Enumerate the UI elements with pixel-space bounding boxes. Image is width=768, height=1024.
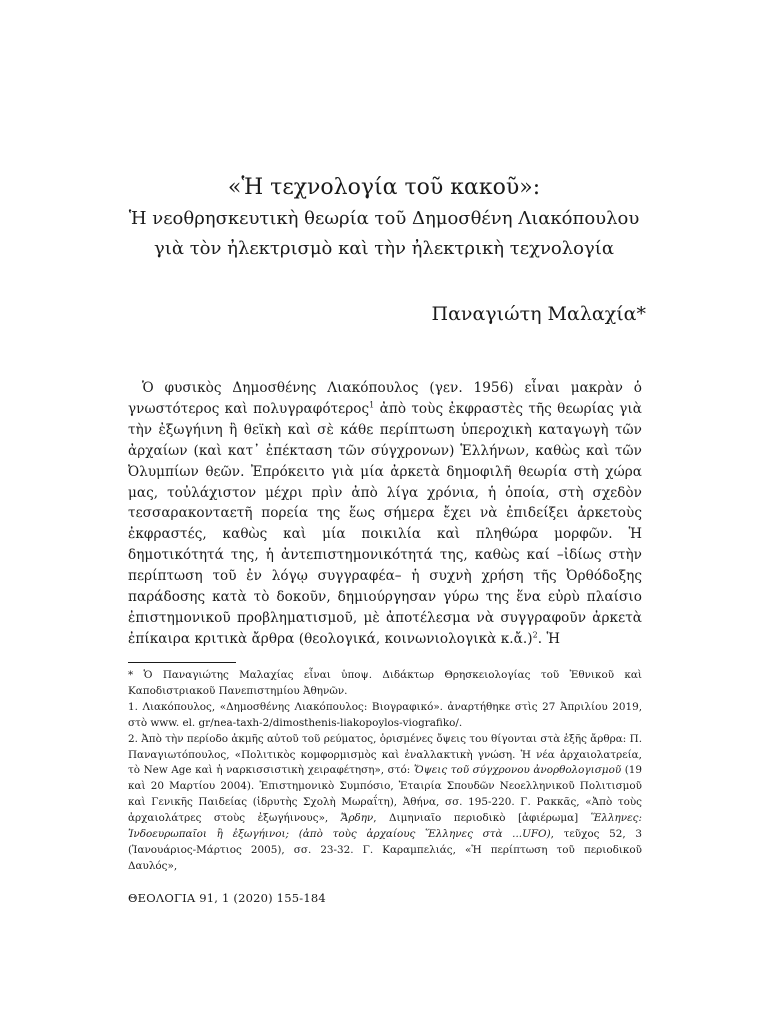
footnote-2-text-g: , τεῦχος 52, 3 (Ἰανουάριος-Μάρτιος 2005), σσ. 23-32. Γ. Καραμπελιάς, «Ἡ περίπτωση τοῦ περιοδικοῦ Δαυλός», xyxy=(128,828,642,872)
footnote-2-text-c: (19 καὶ 20 Μαρτίου 2004). Ἐπιστημονικὸ Συμπόσιο, Ἑταιρία Σπουδῶν Νεοελληνικοῦ Πολιτισμοῦ καὶ Γενικῆς Παιδείας (ἱδρυτὴς Σχολὴ Μωραΐτη), Ἀθήνα, σσ. 195-220. Γ. Ρακκᾶς, «Ἀπὸ τοὺς ἀρχαιολάτρες στοὺς ἐξωγήινους», xyxy=(128,764,642,825)
footnote-author: * Ὁ Παναγιώτης Μαλαχίας εἶναι ὑποψ. Διδάκτωρ Θρησκειολογίας τοῦ Ἐθνικοῦ καὶ Καποδιστριακοῦ Πανεπιστημίου Ἀθηνῶν. xyxy=(128,669,642,697)
body-paragraph xyxy=(128,378,642,650)
footnote-separator xyxy=(128,662,236,663)
footnote-2-italic-b: Ὄψεις τοῦ σύγχρονου ἀνορθολογισμοῦ xyxy=(413,764,622,777)
article-title: «Ἡ τεχνολογία τοῦ κακοῦ»: xyxy=(227,175,541,200)
footnotes xyxy=(128,668,642,875)
body-text-part1: Ὁ φυσικὸς Δημοσθένης Λιακόπουλος (γεν. 1956) εἶναι μακρὰν ὁ γνωστότερος καὶ πολυγραφότερος xyxy=(128,380,642,417)
footnote-2-text-a: 2. Ἀπὸ τὴν περίοδο ἀκμῆς αὐτοῦ τοῦ ρεύματος, ὁρισμένες ὄψεις του θίγονται στὰ ἑξῆς ἄρθρα: Π. Παναγιωτόπουλος, «Πολιτικὸς κομφορμισμὸς καὶ ἐναλλακτικὴ γνώση. Ἡ νέα ἀρχαιολατρεία, τὸ New Age καὶ ἡ ναρκισσιστικὴ χειραφέτηση», στό: xyxy=(128,732,642,777)
footnote-2 xyxy=(128,732,642,875)
article-author: Παναγιώτη Μαλαχία* xyxy=(431,303,646,325)
footnote-2-italic-f: Ἕλληνες: Ἰνδοευρωπαῖοι ἢ ἐξωγήινοι; (ἀπὸ τοὺς ἀρχαίους Ἕλληνες στὰ ...UFO) xyxy=(128,812,642,841)
article-subtitle-line2: γιὰ τὸν ἠλεκτρισμὸ καὶ τὴν ἠλεκτρικὴ τεχνολογία xyxy=(154,238,614,259)
journal-footer: ΘΕΟΛΟΓΙΑ 91, 1 (2020) 155-184 xyxy=(128,891,326,905)
article-subtitle-line1: Ἡ νεοθρησκευτικὴ θεωρία τοῦ Δημοσθένη Λιακόπουλου xyxy=(128,208,640,229)
footnote-ref-2[interactable]: 2 xyxy=(532,630,538,640)
body-text-part2: ἀπὸ τοὺς ἐκφραστὲς τῆς θεωρίας γιὰ τὴν ἐξωγήινη ἢ θεϊκὴ καὶ σὲ κάθε περίπτωση ὑπεροχικὴ καταγωγὴ τῶν ἀρχαίων (καὶ κατ᾽ ἐπέκταση τῶν σύγχρονων) Ἑλλήνων, καθὼς καὶ τῶν Ὀλυμπίων θεῶν. Ἐπρόκειτο γιὰ μία ἀρκετὰ δημοφιλῆ θεωρία στὴ χώρα μας, τοὐλάχιστον μέχρι πρὶν ἀπὸ λίγα χρόνια, ἡ ὁποία, στὴ σχεδὸν τεσσαρακονταετῆ πορεία της ἕως σήμερα ἔχει νὰ ἐπιδείξει ἀρκετοὺς ἐκφραστές, καθὼς καὶ μία ποικιλία καὶ πληθώρα μορφῶν. Ἡ δημοτικότητά της, ἡ ἀντεπιστημονικότητά της, καθὼς καί –ἰδίως στὴν περίπτωση τοῦ ἐν λόγῳ συγγραφέα– ἡ συχνὴ χρήση τῆς Ὀρθόδοξης παράδοσης κατὰ τὸ δοκοῦν, δημιούργησαν γύρω της ἕνα εὐρὺ πλαίσιο ἐπιστημονικοῦ προβληματισμοῦ, μὲ ἀποτέλεσμα νὰ συγγραφοῦν ἀρκετὰ ἐπίκαιρα κριτικὰ ἄρθρα (θεολογικά, κοινωνιολογικὰ κ.ἄ.) xyxy=(128,400,642,647)
body-text-part3: . Ἡ xyxy=(537,630,561,647)
footnote-2-italic-d: Ἄρδην xyxy=(340,812,374,825)
footnote-ref-1[interactable]: 1 xyxy=(369,400,375,410)
footnote-2-text-e: , Διμηνιαῖο περιοδικὸ [ἀφιέρωμα] xyxy=(373,812,591,825)
footnote-1: 1. Λιακόπουλος, «Δημοσθένης Λιακόπουλος: Βιογραφικό». ἀναρτήθηκε στὶς 27 Ἀπριλίου 2019, στὸ www. el. gr/nea-taxh-2/dimosthenis-liakopoylos-viografiko/. xyxy=(128,700,642,729)
title-block xyxy=(100,172,668,264)
